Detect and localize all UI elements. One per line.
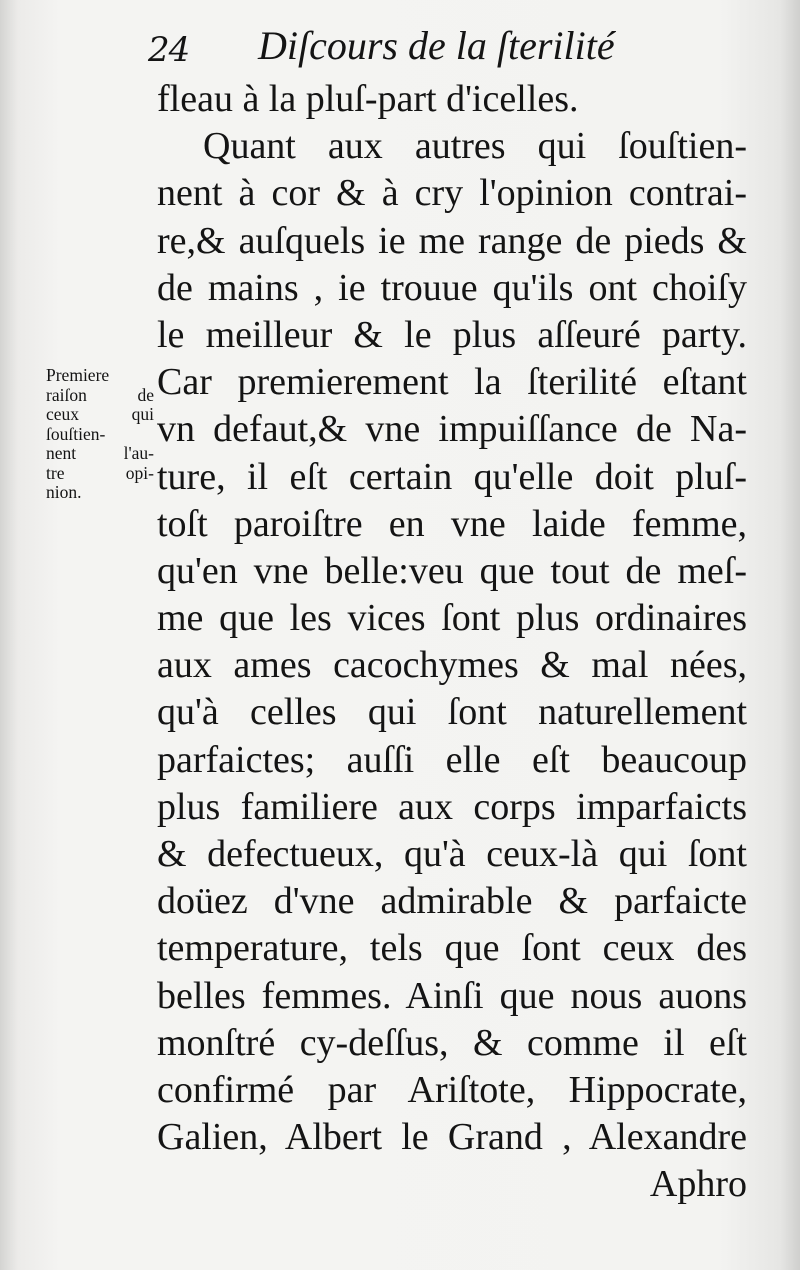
text-line: Quant aux autres qui ſouſtien-	[203, 125, 747, 168]
marginal-note-line: tre opi-	[46, 462, 154, 483]
body-text	[157, 76, 747, 1209]
marginal-note-line: ceux qui	[46, 404, 154, 424]
text-line: fleau à la pluſ-part d'icelles.	[157, 78, 579, 120]
text-line: doüez d'vne admirable & parfaicte	[157, 880, 747, 923]
text-line: qu'en vne belle:veu que tout de meſ-	[157, 549, 747, 592]
marginal-note-line: nion.	[46, 482, 82, 502]
text-line: de mains , ie trouue qu'ils ont choiſy	[157, 266, 747, 309]
marginal-note-line: nent l'au-	[46, 443, 154, 463]
text-line: aux ames cacochymes & mal nées,	[157, 644, 747, 687]
text-line: vn defaut,& vne impuiſſance de Na-	[157, 408, 747, 451]
text-line: me que les vices ſont plus ordinaires	[157, 597, 747, 640]
marginal-note-line: ſouſtien-	[46, 423, 106, 444]
text-line: re,& auſquels ie me range de pieds &	[157, 219, 747, 262]
marginal-note	[46, 366, 154, 503]
text-line: le meilleur & le plus aſſeuré party.	[157, 313, 747, 356]
text-line: qu'à celles qui ſont naturellement	[157, 691, 747, 734]
text-line: & defectueux, qu'à ceux-là qui ſont	[157, 833, 747, 875]
text-line: Car premierement la ſterilité eſtant	[157, 361, 747, 404]
catchword: Aphro	[649, 1163, 747, 1206]
text-line: temperature, tels que ſont ceux des	[157, 927, 747, 970]
text-line: belles femmes. Ainſi que nous auons	[157, 974, 747, 1017]
text-line: plus familiere aux corps imparfaicts	[157, 785, 747, 828]
text-line: nent à cor & à cry l'opinion contrai-	[157, 172, 747, 215]
text-line: ture, il eſt certain qu'elle doit pluſ-	[157, 455, 747, 498]
page-number: 24	[148, 30, 190, 70]
text-line: monſtré cy-deſſus, & comme il eſt	[157, 1021, 747, 1064]
running-title: Diſcours de la ſterilité	[258, 23, 615, 68]
text-line: confirmé par Ariſtote, Hippocrate,	[157, 1068, 747, 1111]
text-line: Galien, Albert le Grand , Alexandre	[157, 1116, 747, 1159]
page-header	[148, 16, 708, 76]
text-line: parfaictes; auſſi elle eſt beaucoup	[157, 738, 747, 781]
text-line: toſt paroiſtre en vne laide femme,	[157, 502, 747, 545]
marginal-note-line: Premiere	[46, 365, 110, 385]
marginal-note-line: raiſon de	[46, 384, 154, 405]
